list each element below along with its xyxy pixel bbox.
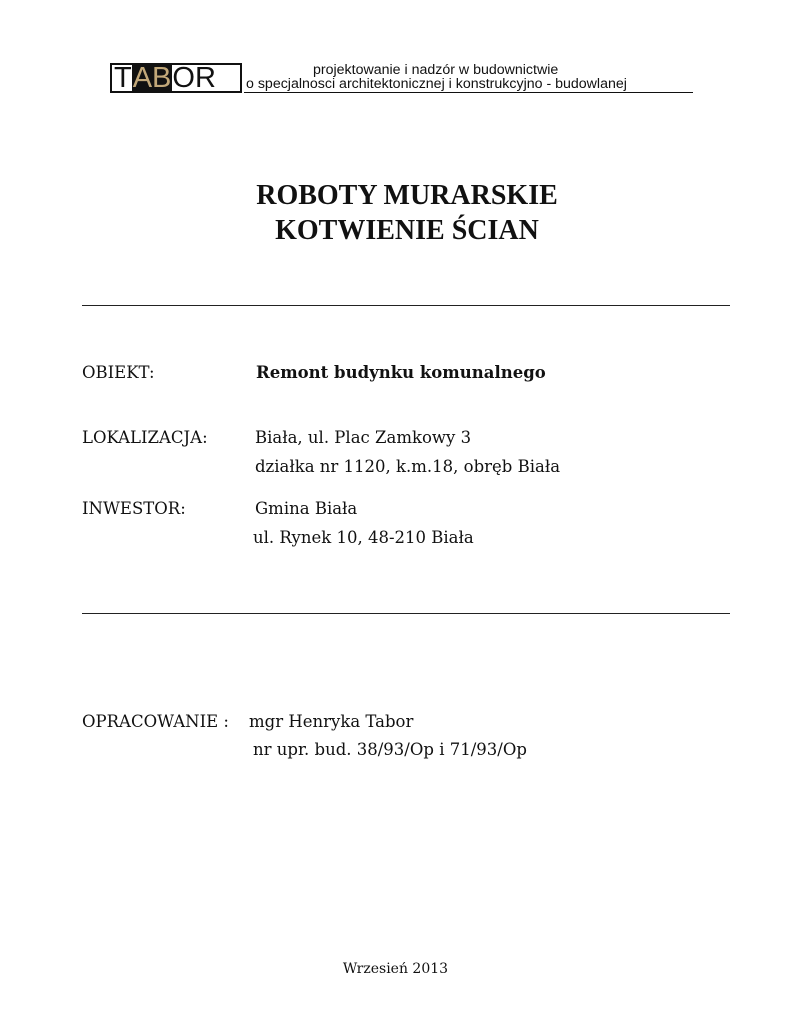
- lokalizacja-line-2: działka nr 1120, k.m.18, obręb Biała: [255, 457, 561, 476]
- lokalizacja-label: LOKALIZACJA:: [82, 428, 208, 447]
- lokalizacja-line-1: Biała, ul. Plac Zamkowy 3: [255, 428, 472, 447]
- letterhead-tagline-1: projektowanie i nadzór w budownictwie: [313, 62, 559, 78]
- inwestor-label: INWESTOR:: [82, 499, 186, 518]
- letterhead-tagline-2: o specjalnosci architektonicznej i konstrukcyjno - budowlanej: [246, 76, 627, 92]
- document-title: [0, 178, 791, 248]
- logo-letters-or: OR: [172, 62, 216, 94]
- inwestor-line-2: ul. Rynek 10, 48-210 Biała: [253, 528, 474, 547]
- obiekt-label: OBIEKT:: [82, 363, 155, 382]
- inwestor-line-1: Gmina Biała: [255, 499, 358, 518]
- logo-letter-t: T: [114, 62, 132, 94]
- letterhead: [110, 63, 693, 95]
- logo-letters-ab: AB: [132, 61, 172, 94]
- obiekt-value: Remont budynku komunalnego: [256, 363, 546, 382]
- title-line-1: ROBOTY MURARSKIE: [256, 180, 558, 211]
- opracowanie-line-2: nr upr. bud. 38/93/Op i 71/93/Op: [253, 740, 527, 759]
- tabor-logo: [110, 63, 242, 93]
- opracowanie-label: OPRACOWANIE :: [82, 712, 229, 731]
- title-line-2: KOTWIENIE ŚCIAN: [275, 215, 539, 246]
- opracowanie-line-1: mgr Henryka Tabor: [249, 712, 414, 731]
- document-date: Wrzesień 2013: [342, 961, 449, 977]
- top-divider: [82, 305, 730, 306]
- letterhead-divider: [244, 92, 693, 93]
- bottom-divider: [82, 613, 730, 614]
